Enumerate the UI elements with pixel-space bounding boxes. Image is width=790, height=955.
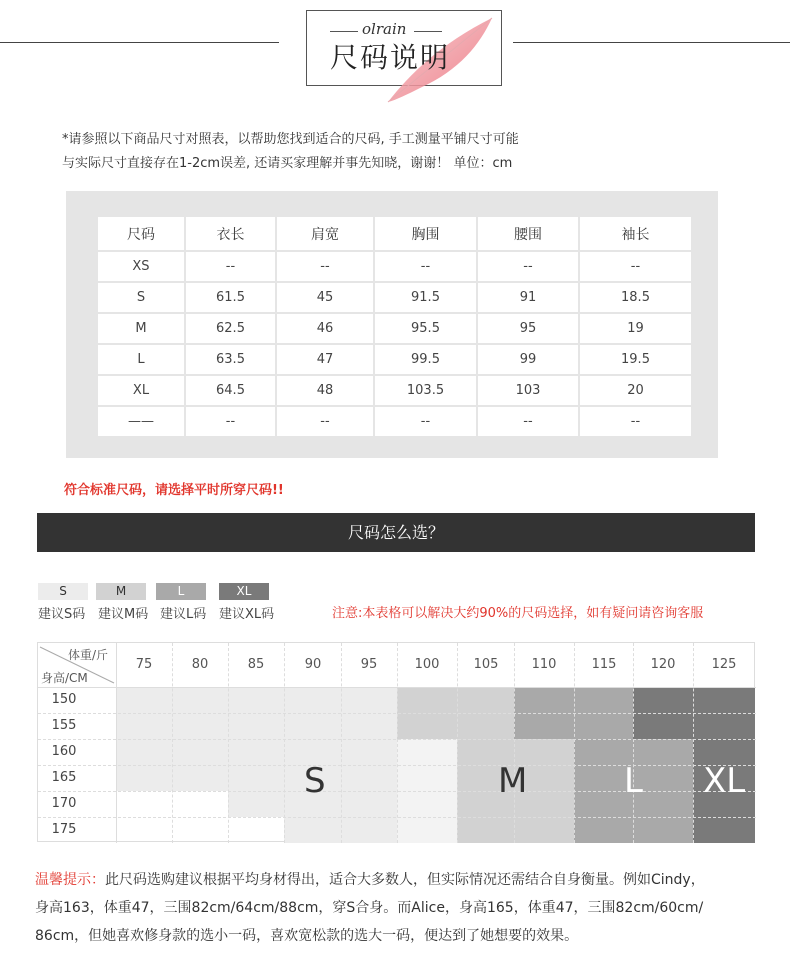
table-cell: 99.5	[375, 345, 476, 374]
table-cell: L	[98, 345, 184, 374]
zone-m-label: M	[498, 761, 528, 801]
weight-label: 120	[650, 657, 676, 672]
table-cell: 63.5	[186, 345, 275, 374]
table-cell: 18.5	[580, 283, 691, 312]
table-cell: 91	[478, 283, 578, 312]
header-cell: 胸围	[375, 217, 476, 250]
page-title: 尺码说明	[330, 41, 451, 74]
header-cell: 尺码	[98, 217, 184, 250]
weight-label: 90	[304, 657, 322, 672]
header-rule-right	[513, 42, 790, 43]
table-cell: 48	[277, 376, 373, 405]
table-cell: --	[186, 407, 275, 436]
table-cell: --	[186, 252, 275, 281]
table-cell: 46	[277, 314, 373, 343]
table-cell: --	[478, 407, 578, 436]
table-cell: XL	[98, 376, 184, 405]
brand-logo: olrain	[362, 20, 407, 38]
table-cell: --	[478, 252, 578, 281]
size-guide-grid	[37, 642, 755, 842]
intro-text	[62, 128, 519, 176]
corner-height-label: 身高/CM	[41, 671, 88, 685]
grid-col-line	[457, 643, 458, 843]
table-cell: ——	[98, 407, 184, 436]
table-row	[98, 407, 691, 436]
height-label: 165	[51, 770, 77, 785]
height-label: 155	[51, 718, 77, 733]
table-cell: 103	[478, 376, 578, 405]
table-cell: 64.5	[186, 376, 275, 405]
legend-note: 注意:本表格可以解决大约90%的尺码选择，如有疑问请咨询客服	[332, 606, 704, 621]
legend-swatch-m: M	[96, 583, 146, 600]
weight-label: 125	[711, 657, 737, 672]
weight-label: 75	[135, 657, 153, 672]
table-cell: --	[375, 252, 476, 281]
intro-line-1: *请参照以下商品尺寸对照表，以帮助您找到适合的尺码, 手工测量平铺尺寸可能	[62, 132, 519, 147]
brand-rule-left	[330, 31, 358, 32]
table-cell: S	[98, 283, 184, 312]
weight-label: 80	[191, 657, 209, 672]
table-row	[98, 345, 691, 374]
corner-weight-label: 体重/斤	[68, 648, 109, 662]
size-table	[96, 215, 693, 438]
grid-col-line	[228, 643, 229, 843]
intro-line-2: 与实际尺寸直接存在1-2cm误差, 还请买家理解并事先知晓，谢谢！ 单位：cm	[62, 156, 513, 171]
weight-label: 105	[473, 657, 499, 672]
height-label: 160	[51, 744, 77, 759]
height-label: 175	[51, 822, 77, 837]
header-rule-left	[0, 42, 279, 43]
legend-swatch-s: S	[38, 583, 88, 600]
legend-label-l: 建议L码	[160, 607, 207, 622]
weight-label: 95	[360, 657, 378, 672]
table-cell: --	[580, 252, 691, 281]
legend-label-m: 建议M码	[98, 607, 149, 622]
table-cell: 19.5	[580, 345, 691, 374]
table-row	[98, 252, 691, 281]
header-cell: 袖长	[580, 217, 691, 250]
table-cell: 47	[277, 345, 373, 374]
header-cell: 衣长	[186, 217, 275, 250]
header-cell: 腰围	[478, 217, 578, 250]
zone-l-label: L	[624, 761, 643, 801]
tips-text-1: 此尺码选购建议根据平均身材得出，适合大多数人，但实际情况还需结合自身衡量。例如Cindy，	[105, 872, 705, 888]
standard-size-notice: 符合标准尺码，请选择平时所穿尺码!!	[64, 483, 284, 498]
table-cell: XS	[98, 252, 184, 281]
brand-rule-right	[414, 31, 442, 32]
tips-label: 温馨提示：	[35, 872, 105, 888]
weight-label: 115	[591, 657, 617, 672]
table-cell: 95.5	[375, 314, 476, 343]
table-cell: --	[580, 407, 691, 436]
tips-line-3: 86cm，但她喜欢修身款的选小一码，喜欢宽松款的选大一码，便达到了她想要的效果。	[35, 928, 579, 944]
grid-col-line	[574, 643, 575, 843]
grid-col-line	[633, 643, 634, 843]
legend-swatch-l: L	[156, 583, 206, 600]
table-cell: --	[277, 407, 373, 436]
table-cell: 61.5	[186, 283, 275, 312]
section-title: 尺码怎么选？	[37, 513, 755, 552]
size-table-header-row	[98, 217, 691, 250]
table-row	[98, 314, 691, 343]
grid-col-line	[284, 643, 285, 843]
grid-col-line	[172, 643, 173, 843]
grid-col-line	[514, 643, 515, 843]
table-cell: 62.5	[186, 314, 275, 343]
tips-line-1	[35, 866, 765, 894]
table-cell: 45	[277, 283, 373, 312]
header-cell: 肩宽	[277, 217, 373, 250]
grid-col-line	[341, 643, 342, 843]
table-cell: 19	[580, 314, 691, 343]
grid-col-line	[693, 643, 694, 843]
grid-col-line	[116, 643, 117, 843]
height-label: 150	[51, 692, 77, 707]
table-cell: M	[98, 314, 184, 343]
table-cell: 91.5	[375, 283, 476, 312]
tips-paragraph	[35, 866, 765, 950]
height-label: 170	[51, 796, 77, 811]
table-cell: --	[375, 407, 476, 436]
legend-label-xl: 建议XL码	[219, 607, 275, 622]
table-cell: 103.5	[375, 376, 476, 405]
weight-label: 110	[531, 657, 557, 672]
table-cell: 99	[478, 345, 578, 374]
grid-col-line	[397, 643, 398, 843]
table-cell: --	[277, 252, 373, 281]
weight-label: 85	[247, 657, 265, 672]
zone-xl-label: XL	[703, 761, 746, 801]
table-cell: 95	[478, 314, 578, 343]
table-cell: 20	[580, 376, 691, 405]
table-row	[98, 376, 691, 405]
legend-label-s: 建议S码	[38, 607, 86, 622]
weight-label: 100	[414, 657, 440, 672]
legend-swatch-xl: XL	[219, 583, 269, 600]
tips-line-2: 身高163，体重47，三围82cm/64cm/88cm，穿S合身。而Alice，身高165，体重47，三围82cm/60cm/	[35, 900, 704, 916]
zone-s-label: S	[304, 761, 326, 801]
table-row	[98, 283, 691, 312]
